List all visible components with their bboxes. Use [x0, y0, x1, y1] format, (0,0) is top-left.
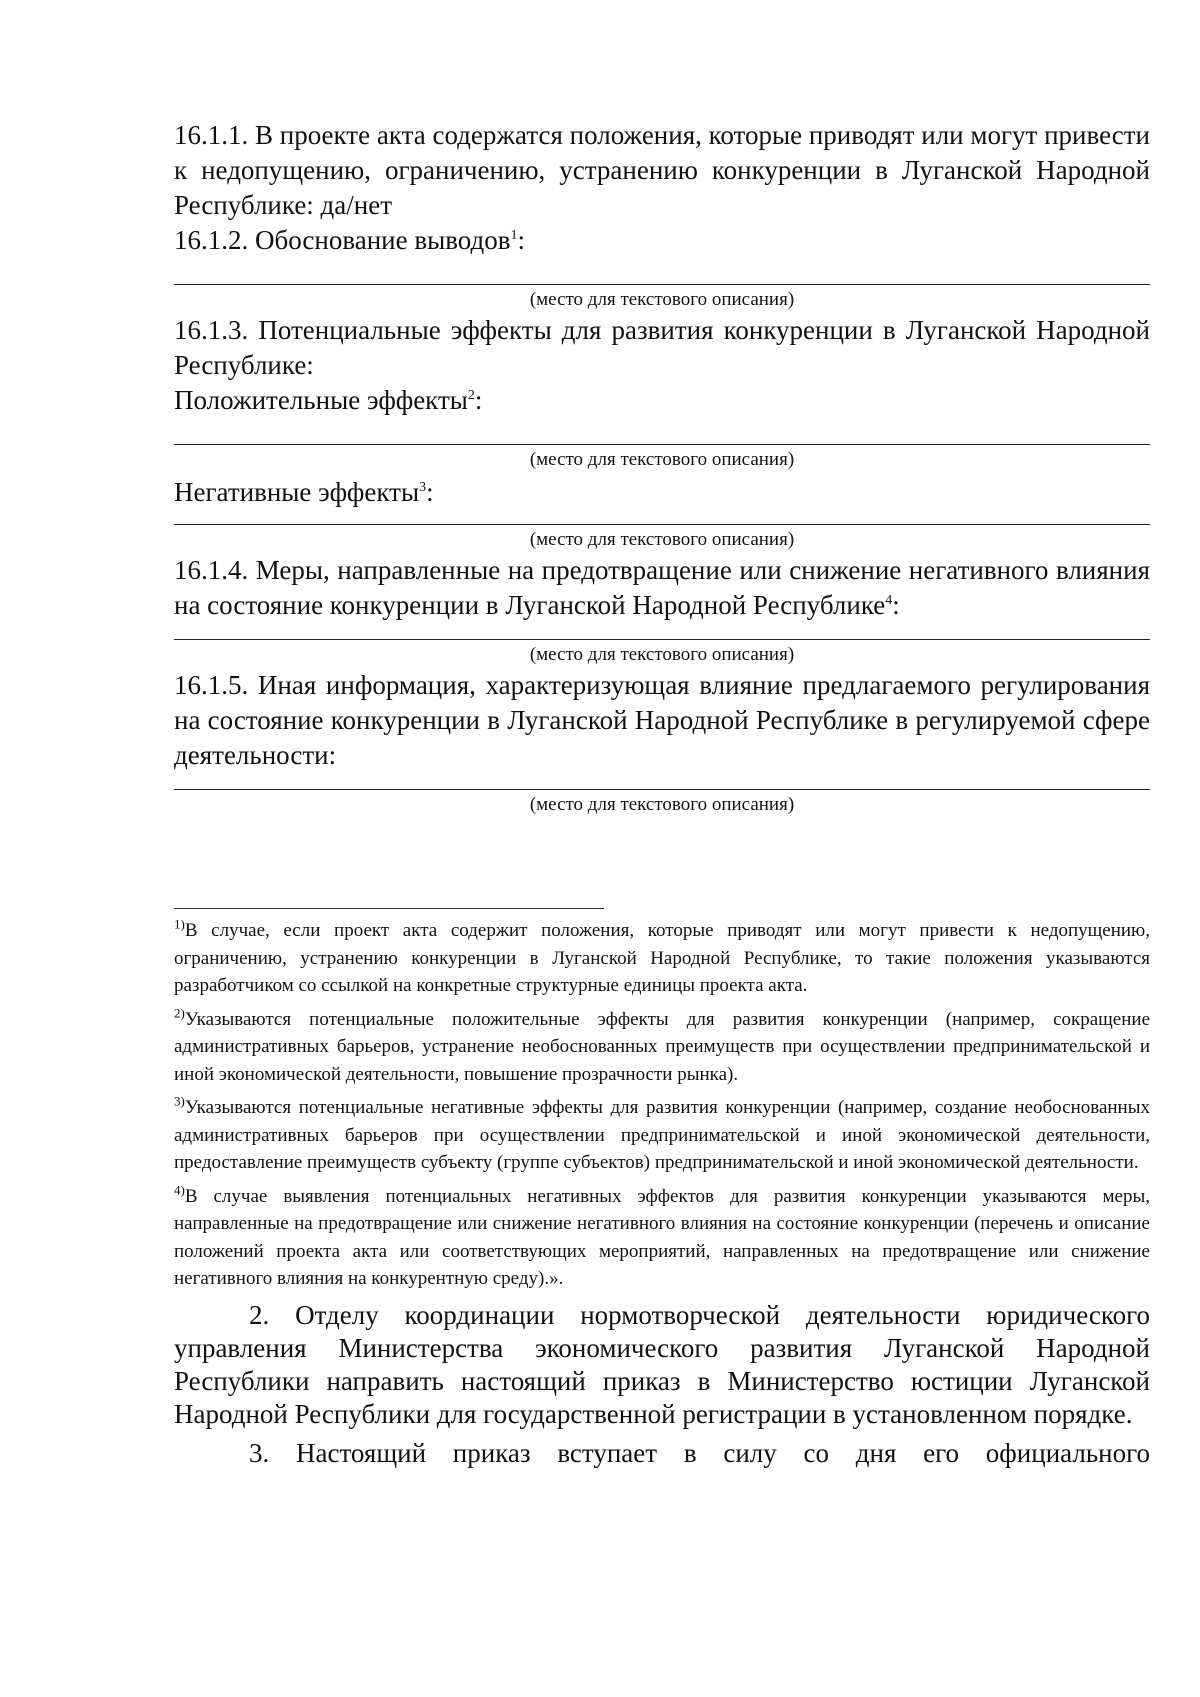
negative-effects-label	[174, 475, 1150, 510]
placeholder-caption-2: (место для текстового описания)	[529, 449, 795, 470]
text-field-line-5[interactable]	[174, 789, 1150, 790]
section-16-1-4	[174, 553, 1150, 623]
clause-3: 3. Настоящий приказ вступает в силу со дня его официального	[249, 1437, 1150, 1468]
text-field-line-3[interactable]	[174, 524, 1150, 525]
section-16-1-2-text: 16.1.2. Обоснование выводов	[174, 225, 511, 255]
placeholder-caption-1: (место для текстового описания)	[529, 289, 795, 310]
footnote-text: Указываются потенциальные положительные эффекты для развития конкуренции (например, сокращение административных барьеров, устранение необоснованных преимуществ при осуществлении предпринимательской и иной экономической деятельности, повышение прозрачности рынка).	[174, 1008, 1150, 1085]
section-16-1-3: 16.1.3. Потенциальные эффекты для развития конкуренции в Луганской Народной Республике:	[174, 315, 1150, 380]
colon: :	[474, 385, 483, 415]
text-field-line-4[interactable]	[174, 639, 1150, 640]
footnote-ref-3[interactable]: 3	[419, 480, 427, 495]
footnote-ref-4[interactable]: 4	[885, 593, 893, 608]
footnote-2	[174, 1006, 1150, 1089]
footnote-ref-2[interactable]: 2	[467, 388, 475, 403]
colon: :	[517, 225, 526, 255]
footnote-4	[174, 1183, 1150, 1293]
clause-2: 2. Отделу координации нормотворческой деятельности юридического управления Министерства экономического развития Луганской Народной Республики направить настоящий приказ в Министерство юстиции Луганской Народной Республики для государственной регистрации в установленном порядке.	[174, 1299, 1150, 1429]
footnote-text: Указываются потенциальные негативные эффекты для развития конкуренции (например, создание необоснованных административных барьеров при осуществлении предпринимательской и иной экономической деятельности, предоставление преимуществ субъекту (группе субъектов) предпринимательской и иной экономической деятельности.	[174, 1097, 1150, 1173]
section-16-1-4-text: 16.1.4. Меры, направленные на предотвращение или снижение негативного влияния на состояние конкуренции в Луганской Народной Республике	[174, 555, 1150, 620]
negative-effects-text: Негативные эффекты	[174, 477, 420, 507]
section-16-1-5: 16.1.5. Иная информация, характеризующая влияние предлагаемого регулирования на состояние конкуренции в Луганской Народной Республике в регулируемой сфере деятельности:	[174, 670, 1150, 770]
section-16-1-2	[174, 223, 1150, 258]
footnote-3	[174, 1094, 1150, 1177]
section-16-1-1: 16.1.1. В проекте акта содержатся положения, которые приводят или могут привести к недопущению, ограничению, устранению конкуренции в Луганской Народной Республике: да/нет	[174, 120, 1150, 220]
footnote-mark: 3)	[174, 1093, 185, 1109]
footnote-text: В случае выявления потенциальных негативных эффектов для развития конкуренции указываются меры, направленные на предотвращение или снижение негативного влияния на состояние конкуренции (перечень и описание положений проекта акта или соответствующих мероприятий, направленных на предотвращение или снижение негативного влияния на конкурентную среду).».	[174, 1185, 1150, 1289]
footnote-text: В случае, если проект акта содержит положения, которые приводят или могут привести к недопущению, ограничению, устранению конкуренции в Луганской Народной Республике, то такие положения указываются разработчиком со ссылкой на конкретные структурные единицы проекта акта.	[174, 920, 1150, 996]
footnote-mark: 4)	[174, 1182, 185, 1198]
colon: :	[426, 477, 434, 507]
footnote-mark: 2)	[174, 1005, 185, 1021]
placeholder-caption-5: (место для текстового описания)	[529, 794, 795, 815]
positive-effects-text: Положительные эффекты	[174, 385, 468, 415]
text-field-line-2[interactable]	[174, 444, 1150, 445]
document-page	[174, 118, 1150, 1470]
placeholder-caption-3: (место для текстового описания)	[529, 529, 795, 550]
footnote-ref-1[interactable]: 1	[510, 228, 518, 243]
placeholder-caption-4: (место для текстового описания)	[529, 644, 795, 665]
footnote-1	[174, 917, 1150, 1000]
positive-effects-label	[174, 383, 1150, 418]
colon: :	[892, 590, 900, 620]
footnote-separator	[174, 908, 604, 909]
footnote-mark: 1)	[174, 916, 185, 932]
text-field-line-1[interactable]	[174, 284, 1150, 285]
